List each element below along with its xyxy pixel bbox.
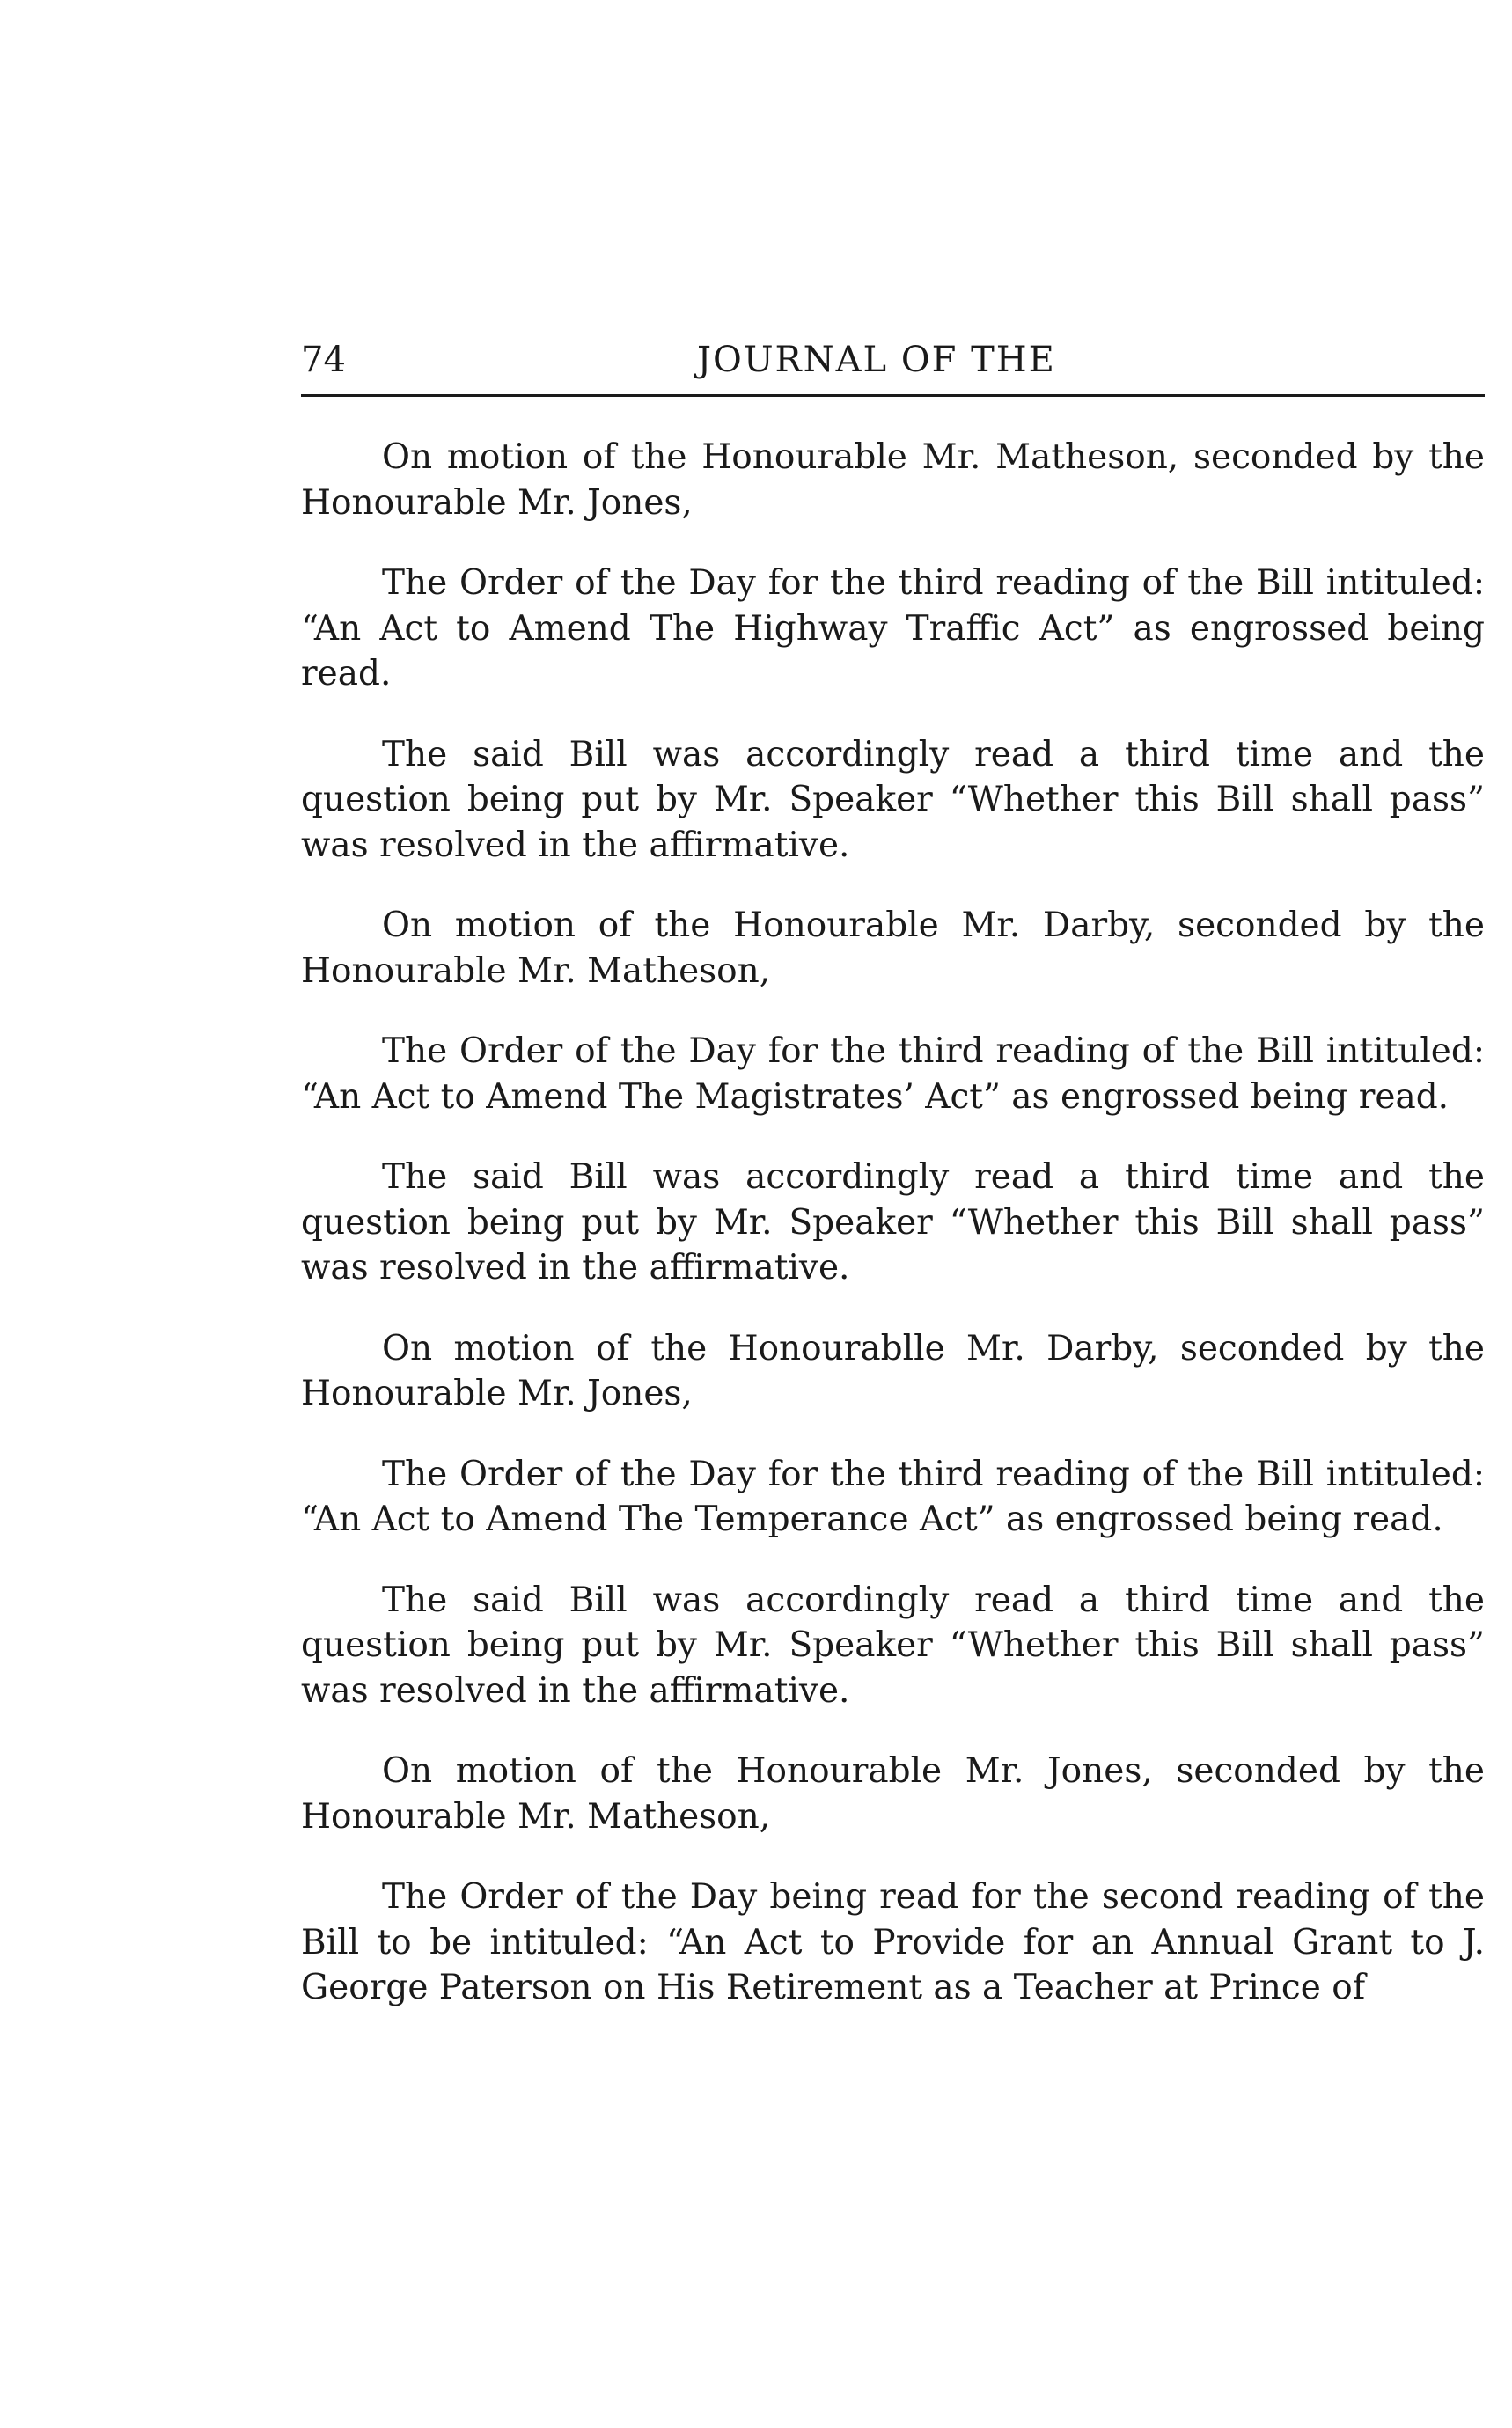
page-header xyxy=(301,339,1485,390)
page-number: 74 xyxy=(301,340,346,380)
paragraph-motion-darby: On motion of the Honourable Mr. Darby, seconded by the Honourable Mr. Matheson, xyxy=(301,906,1485,991)
paragraph-order-temperance: The Order of the Day for the third reading of the Bill intituled: “An Act to Amend The Temperance Act” as engrossed being read. xyxy=(301,1454,1485,1539)
header-rule xyxy=(301,394,1485,397)
paragraph-order-magistrates: The Order of the Day for the third reading of the Bill intituled: “An Act to Amend The Magistrates’ Act” as engrossed being read. xyxy=(301,1031,1485,1117)
paragraph-order-highway-traffic: The Order of the Day for the third reading of the Bill intituled: “An Act to Amend The Highway Traffic Act” as engrossed being read. xyxy=(301,563,1485,693)
paragraph-motion-darby-jones: On motion of the Honourablle Mr. Darby, seconded by the Honourable Mr. Jones, xyxy=(301,1328,1485,1413)
paragraph-result-highway-traffic: The said Bill was accordingly read a third time and the question being put by Mr. Speaker “Whether this Bill shall pass” was resolved in the affirmative. xyxy=(301,734,1485,865)
body-text xyxy=(301,435,1485,2011)
paragraph-motion-matheson: On motion of the Honourable Mr. Matheson, seconded by the Honourable Mr. Jones, xyxy=(301,437,1485,523)
paragraph-result-magistrates: The said Bill was accordingly read a third time and the question being put by Mr. Speaker “Whether this Bill shall pass” was resolved in the affirmative. xyxy=(301,1157,1485,1287)
paragraph-motion-jones: On motion of the Honourable Mr. Jones, seconded by the Honourable Mr. Matheson, xyxy=(301,1751,1485,1837)
paragraph-result-temperance: The said Bill was accordingly read a third time and the question being put by Mr. Speaker “Whether this Bill shall pass” was resolved in the affirmative. xyxy=(301,1580,1485,1711)
running-head: JOURNAL OF THE xyxy=(697,340,1056,380)
paragraph-order-annual-grant: The Order of the Day being read for the second reading of the Bill to be intituled: “An Act to Provide for an Annual Grant to J. George Paterson on His Retirement as a Teacher at Prince of xyxy=(301,1877,1485,2007)
